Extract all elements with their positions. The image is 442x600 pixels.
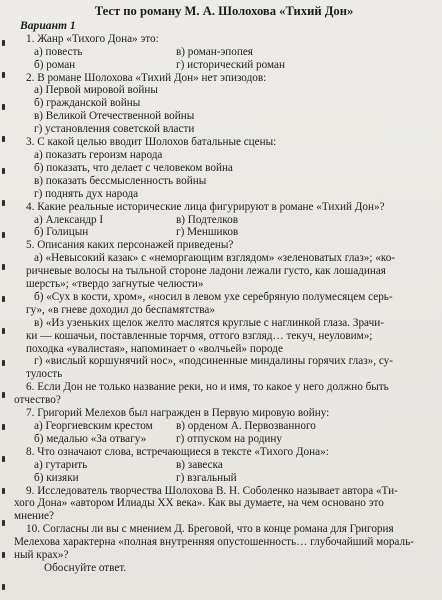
binder-hole <box>2 104 5 110</box>
question-4 <box>14 201 434 240</box>
answer-continuation: ричневые волосы на тыльной стороне ладони лежали густо, как лошадиная <box>26 265 386 278</box>
answer-option: в) роман-эпопея <box>176 45 253 58</box>
answer-option: в) завеска <box>176 458 223 471</box>
question-continuation: ный крах»? <box>14 549 69 562</box>
binder-holes <box>0 0 8 600</box>
answer-grid <box>34 214 434 240</box>
binder-hole <box>2 456 5 462</box>
binder-hole <box>2 232 5 238</box>
answer-option: г) исторический роман <box>176 58 285 71</box>
answer-option: б) медалью «За отвагу» <box>34 432 147 445</box>
test-content <box>14 5 434 575</box>
answer-option: б) «Сух в кости, хром», «носил в левом ухе серебряную полумесяцем серь- <box>34 290 393 303</box>
answer-option: в) Подтелков <box>176 213 239 226</box>
binder-hole <box>2 584 5 590</box>
binder-hole <box>2 424 5 430</box>
binder-hole <box>2 360 5 366</box>
binder-hole <box>2 296 5 302</box>
question-continuation: отчество? <box>14 394 61 407</box>
question-continuation: мнение? <box>14 510 54 523</box>
answer-option: г) отпуском на родину <box>176 432 282 445</box>
answer-option: г) поднять дух народа <box>34 187 139 200</box>
question-10 <box>14 523 434 575</box>
binder-hole <box>2 552 5 558</box>
answer-grid <box>34 46 434 72</box>
answer-option: г) «вислый коршунячий нос», «подсиненные миндалины горячих глаз», су- <box>34 355 393 368</box>
page-title: Тест по роману М. А. Шолохова «Тихий Дон» <box>94 4 354 18</box>
answer-option: б) гражданской войны <box>34 97 141 110</box>
answer-continuation: гу», «в гневе доходил до беспамятства» <box>26 303 215 316</box>
answer-option: в) показать бессмысленность войны <box>34 174 207 187</box>
answer-option: а) «Невысокий казак» с «неморгающим взглядом» «зеленоватых глаз»; «ко- <box>34 252 396 265</box>
binder-hole <box>2 264 5 270</box>
question-text: 1. Жанр «Тихого Дона» это: <box>26 32 159 45</box>
answer-option: г) Меншиков <box>176 226 239 239</box>
binder-hole <box>2 488 5 494</box>
answer-continuation: тулость <box>26 368 63 381</box>
question-continuation: Мелехова характерна «полная внутренняя опустошенность… глубочайший мораль- <box>14 536 414 549</box>
variant-label: Вариант 1 <box>20 18 76 32</box>
answer-grid <box>34 459 434 485</box>
question-6 <box>14 381 434 407</box>
question-text: 3. С какой целью вводит Шолохов батальные сцены: <box>26 136 277 149</box>
question-text: 2. В романе Шолохова «Тихий Дон» нет эпизодов: <box>26 71 267 84</box>
question-text: 4. Какие реальные исторические лица фигурируют в романе «Тихий Дон»? <box>26 200 385 213</box>
answer-option: б) Голицын <box>34 226 89 239</box>
binder-hole <box>2 392 5 398</box>
binder-hole <box>2 200 5 206</box>
answer-option: а) гутарить <box>34 458 88 471</box>
answer-option: г) взгальный <box>176 471 237 484</box>
question-5 <box>14 239 434 381</box>
answer-option: а) Александр I <box>34 213 104 226</box>
answer-option: в) Великой Отечественной войны <box>34 110 195 123</box>
answer-continuation: шерсть»; «твердо загнутые челюсти» <box>26 278 204 291</box>
answer-option: б) показать, что делает с человеком война <box>34 161 233 174</box>
question-9 <box>14 485 434 524</box>
question-text: 10. Согласны ли вы с мнением Д. Бреговой, что в конце романа для Григория <box>26 523 394 536</box>
answer-continuation: ки — кошачьи, поставленные торчмя, оттого взгляд… текуч, неуловим»; <box>26 329 373 342</box>
answer-option: а) повесть <box>34 45 83 58</box>
answer-option: б) кизяки <box>34 471 79 484</box>
binder-hole <box>2 328 5 334</box>
answer-option: в) орденом А. Первозванного <box>176 420 316 432</box>
question-text: 5. Описания каких персонажей приведены? <box>26 239 234 252</box>
question-text: 8. Что означают слова, встречающиеся в тексте «Тихого Дона»: <box>26 445 329 458</box>
binder-hole <box>2 72 5 78</box>
question-text: 6. Если Дон не только название реки, но и имя, то какое у него должно быть <box>26 381 389 394</box>
answer-option: б) роман <box>34 58 76 71</box>
question-text: 7. Григорий Мелехов был награжден в Первую мировую войну: <box>26 407 330 420</box>
answer-option: а) Георгиевским крестом <box>34 420 153 432</box>
answer-grid <box>34 420 434 446</box>
question-3 <box>14 136 434 201</box>
question-2 <box>14 72 434 137</box>
instruction-text: Обоснуйте ответ. <box>44 561 127 574</box>
answer-option: г) установления советской власти <box>34 123 195 136</box>
question-7 <box>14 407 434 446</box>
binder-hole <box>2 40 5 46</box>
question-continuation: хого Дона» «автором Илиады XX века». Как вы думаете, на чем основано это <box>14 497 384 510</box>
answer-option: в) «Из узеньких щелок желто маслятся круглые с наглинкой глаза. Зрачи- <box>34 316 384 329</box>
question-1 <box>14 33 434 72</box>
answer-continuation: походка «увалистая», напоминает о «волчьей» породе <box>26 342 283 355</box>
question-8 <box>14 446 434 485</box>
answer-option: а) Первой мировой войны <box>34 84 158 97</box>
answer-option: а) показать героизм народа <box>34 148 163 161</box>
binder-hole <box>2 136 5 142</box>
binder-hole <box>2 520 5 526</box>
binder-hole <box>2 168 5 174</box>
question-text: 9. Исследователь творчества Шолохова В. Н. Соболенко называет автора «Ти- <box>26 484 398 497</box>
